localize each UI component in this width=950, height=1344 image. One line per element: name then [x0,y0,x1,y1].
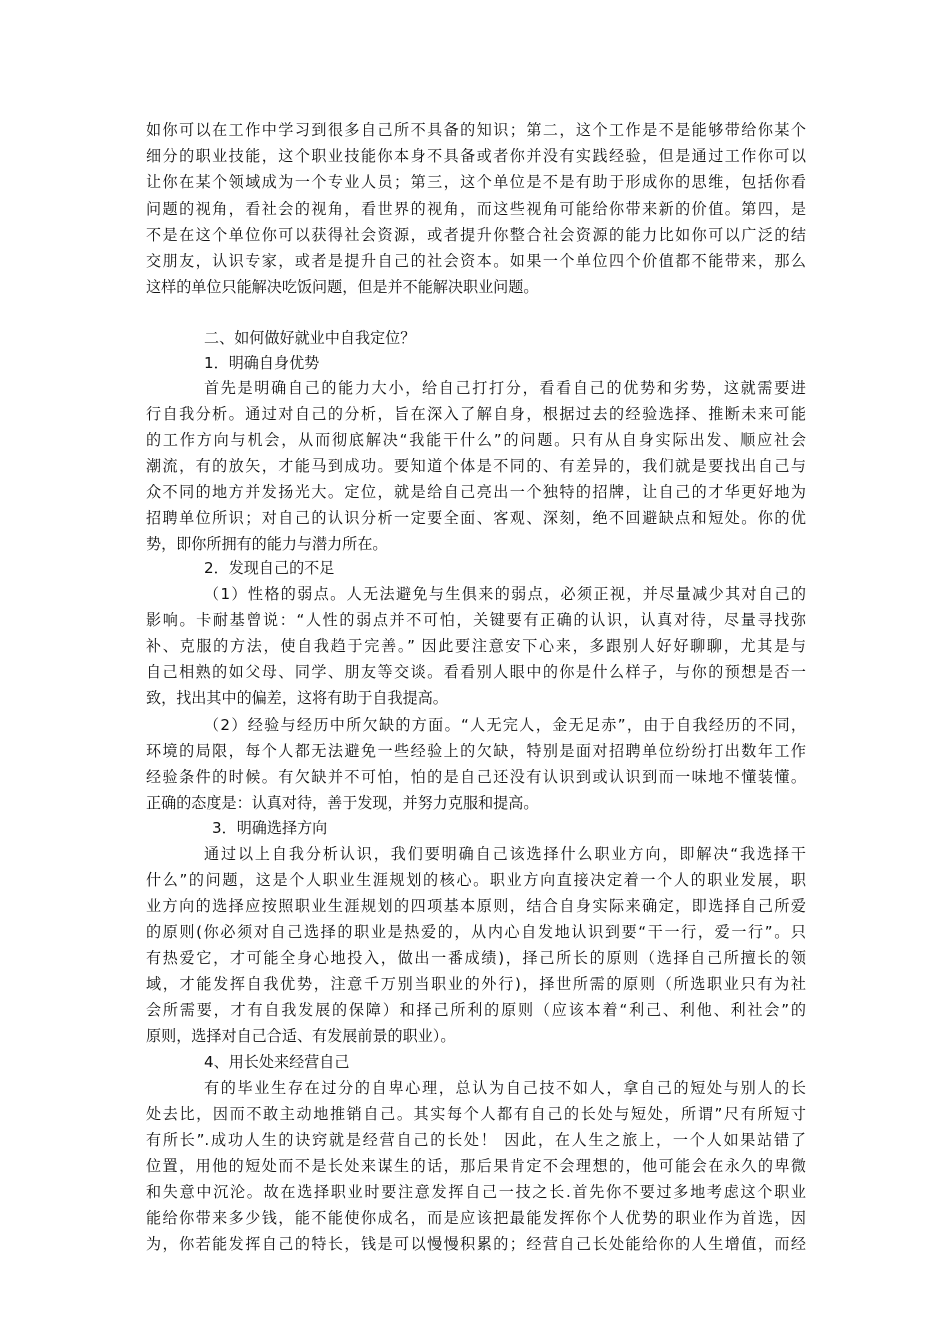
subsection-heading: 4、用长处来经营自己 [204,1053,350,1071]
text-line: 原则，选择对自己合适、有发展前景的职业）。 [146,1027,456,1045]
text-line: 位置，用他的短处而不是长处来谋生的话，那后果肯定不会理想的，他可能会在永久的卑微 [146,1157,806,1175]
text-line: 招聘单位所识；对自己的认识分析一定要全面、客观、深刻，绝不回避缺点和短处。你的优 [146,509,806,527]
text-line: 自己相熟的如父母、同学、朋友等交谈。看看别人眼中的你是什么样子，与你的预想是否一 [146,663,806,681]
subsection-heading: 1．明确自身优势 [204,354,320,372]
text-line: 致，找出其中的偏差，这将有助于自我提高。 [146,689,448,707]
text-line: 不是在这个单位你可以获得社会资源，或者提升你整合社会资源的能力比如你可以广泛的结 [146,226,806,244]
text-line: 这样的单位只能解决吃饭问题，但是并不能解决职业问题。 [146,278,539,296]
text-line: （1）性格的弱点。人无法避免与生俱来的弱点，必须正视，并尽量减少其对自己的 [204,585,806,603]
text-line: 让你在某个领域成为一个专业人员；第三，这个单位是不是有助于形成你的思维，包括你看 [146,173,806,191]
text-line: 有的毕业生存在过分的自卑心理，总认为自己技不如人，拿自己的短处与别人的长 [204,1079,806,1097]
text-line: 有热爱它，才可能全身心地投入，做出一番成绩)，择己所长的原则（选择自己所擅长的领 [146,949,806,967]
subsection-heading: 2．发现自己的不足 [204,559,335,577]
text-line: 通过以上自我分析认识，我们要明确自己该选择什么职业方向，即解决“我选择干 [204,845,806,863]
text-line: 的原则(你必须对自己选择的职业是热爱的，从内心自发地认识到要“干一行，爱一行”。只 [146,923,806,941]
text-line: （2）经验与经历中所欠缺的方面。“人无完人，金无足赤”，由于自我经历的不同， [204,716,806,734]
subsection-heading: 3．明确选择方向 [212,819,328,837]
text-line: 环境的局限，每个人都无法避免一些经验上的欠缺，特别是面对招聘单位纷纷打出数年工作 [146,742,806,760]
text-line: 影响。卡耐基曾说：“人性的弱点并不可怕，关键要有正确的认识，认真对待，尽量寻找弥 [146,611,806,629]
text-line: 众不同的地方并发扬光大。定位，就是给自己亮出一个独特的招牌，让自己的才华更好地为 [146,483,806,501]
section-heading: 二、如何做好就业中自我定位？ [204,329,416,347]
text-line: 势，即你所拥有的能力与潜力所在。 [146,535,388,553]
text-line: 补、克服的方法，使自我趋于完善。” 因此要注意安下心来，多跟别人好好聊聊，尤其是与 [146,637,806,655]
text-line: 的工作方向与机会，从而彻底解决“我能干什么”的问题。只有从自身实际出发、顺应社会 [146,431,806,449]
text-line: 问题的视角，看社会的视角，看世界的视角，而这些视角可能给你带来新的价值。第四，是 [146,200,806,218]
text-line: 业方向的选择应按照职业生涯规划的四项基本原则，结合自身实际来确定，即选择自己所爱 [146,897,806,915]
text-line: 有所长”.成功人生的诀窍就是经营自己的长处！ 因此，在人生之旅上，一个人如果站错了 [146,1131,806,1149]
text-line: 潮流，有的放矢，才能马到成功。要知道个体是不同的、有差异的，我们就是要找出自己与 [146,457,806,475]
text-line: 正确的态度是：认真对待，善于发现，并努力克服和提高。 [146,794,539,812]
text-line: 为，你若能发挥自己的特长，钱是可以慢慢积累的；经营自己长处能给你的人生增值，而经 [146,1235,806,1253]
text-line: 如你可以在工作中学习到很多自己所不具备的知识；第二，这个工作是不是能够带给你某个 [146,121,806,139]
text-line: 交朋友，认识专家，或者是提升自己的社会资本。如果一个单位四个价值都不能带来，那么 [146,252,806,270]
text-line: 经验条件的时候。有欠缺并不可怕，怕的是自己还没有认识到或认识到而一味地不懂装懂。 [146,768,806,786]
text-line: 能给你带来多少钱，能不能使你成名，而是应该把最能发挥你个人优势的职业作为首选，因 [146,1209,806,1227]
text-line: 处去比，因而不敢主动地推销自己。其实每个人都有自己的长处与短处，所谓”尺有所短寸 [146,1105,806,1123]
text-line: 首先是明确自己的能力大小，给自己打打分，看看自己的优势和劣势，这就需要进 [204,379,806,397]
text-line: 什么”的问题，这是个人职业生涯规划的核心。职业方向直接决定着一个人的职业发展，职 [146,871,806,889]
text-line: 会所需要，才有自我发展的保障）和择己所利的原则（应该本着“利己、利他、利社会”的 [146,1001,806,1019]
text-line: 和失意中沉沦。故在选择职业时要注意发挥自己一技之长.首先你不要过多地考虑这个职业 [146,1183,806,1201]
text-line: 行自我分析。通过对自己的分析，旨在深入了解自身，根据过去的经验选择、推断未来可能 [146,405,806,423]
text-line: 域，才能发挥自我优势，注意千万别当职业的外行)，择世所需的原则（所选职业只有为社 [146,975,806,993]
text-line: 细分的职业技能，这个职业技能你本身不具备或者你并没有实践经验，但是通过工作你可以 [146,147,806,165]
